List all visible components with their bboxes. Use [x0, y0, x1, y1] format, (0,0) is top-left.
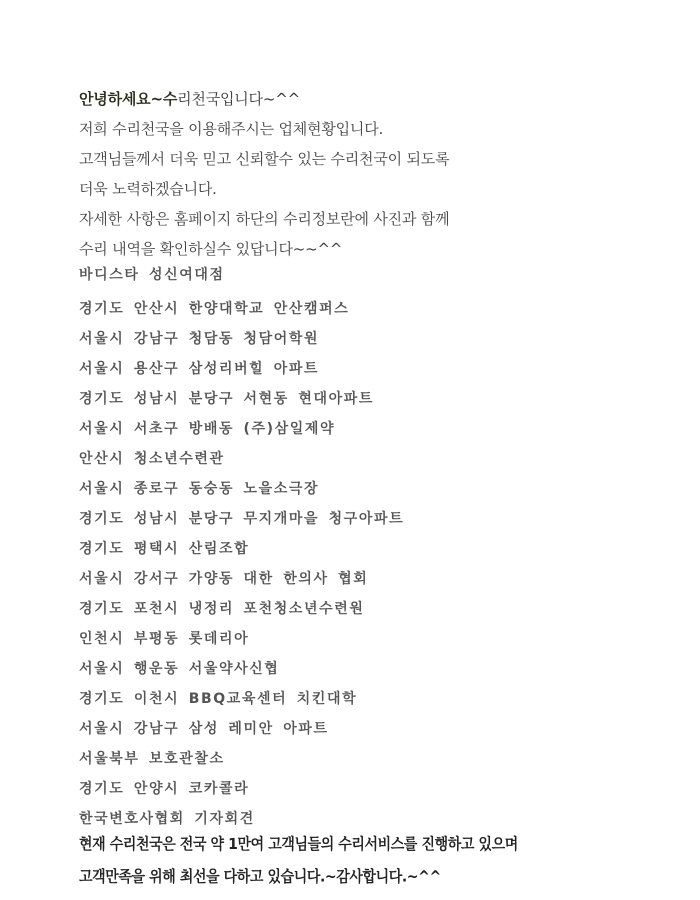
client-item: 경기도 이천시 BBQ교육센터 치킨대학 [79, 691, 358, 707]
intro-line: 자세한 사항은 홈페이지 하단의 수리정보란에 사진과 함께 [79, 210, 450, 228]
client-item: 서울시 강서구 가양동 대한 한의사 협회 [79, 571, 369, 587]
intro-section [79, 84, 679, 264]
client-item: 한국변호사협회 기자회견 [79, 811, 255, 827]
client-item: 서울시 강남구 청담동 청담어학원 [79, 331, 320, 347]
client-item: 경기도 성남시 분당구 서현동 현대아파트 [79, 391, 375, 407]
client-item: 서울북부 보호관찰소 [79, 751, 225, 767]
article-content [79, 84, 679, 892]
client-item: 경기도 안양시 코카콜라 [79, 781, 250, 797]
client-item: 경기도 성남시 분당구 무지개마을 청구아파트 [79, 511, 405, 527]
client-item: 서울시 종로구 동숭동 노을소극장 [79, 481, 320, 497]
greeting-line [79, 84, 679, 114]
client-item: 바디스타 성신여대점 [79, 267, 225, 283]
intro-line: 수리 내역을 확인하실수 있답니다~~^^ [79, 240, 343, 258]
client-item: 경기도 안산시 한양대학교 안산캠퍼스 [79, 301, 350, 317]
client-item: 경기도 평택시 산림조합 [79, 541, 250, 557]
client-item: 서울시 서초구 방배동 (주)삼일제약 [79, 421, 336, 437]
intro-line: 고객님들께서 더욱 믿고 신뢰할수 있는 수리천국이 되도록 [79, 150, 450, 168]
client-item: 경기도 포천시 냉정리 포천청소년수련원 [79, 601, 365, 617]
outro-line: 현재 수리천국은 전국 약 1만여 고객님들의 수리서비스를 진행하고 있으며 [79, 836, 518, 854]
greeting-strong: 안녕하세요~수 [79, 90, 178, 108]
client-item: 서울시 강남구 삼성 레미안 아파트 [79, 721, 329, 737]
client-item: 인천시 부평동 롯데리아 [79, 631, 250, 647]
client-item: 서울시 행운동 서울약사신협 [79, 661, 280, 677]
client-item: 서울시 용산구 삼성리버힐 아파트 [79, 361, 320, 377]
outro-line: 고객만족을 위해 최선을 다하고 있습니다.~감사합니다.~^^ [79, 868, 441, 886]
outro-section [79, 834, 679, 892]
client-item: 안산시 청소년수련관 [79, 451, 225, 467]
greeting-rest: 리천국입니다~^^ [177, 90, 300, 108]
intro-line: 더욱 노력하겠습니다. [79, 180, 217, 198]
intro-line: 저희 수리천국을 이용해주시는 업체현황입니다. [79, 120, 384, 138]
client-list [79, 264, 679, 834]
